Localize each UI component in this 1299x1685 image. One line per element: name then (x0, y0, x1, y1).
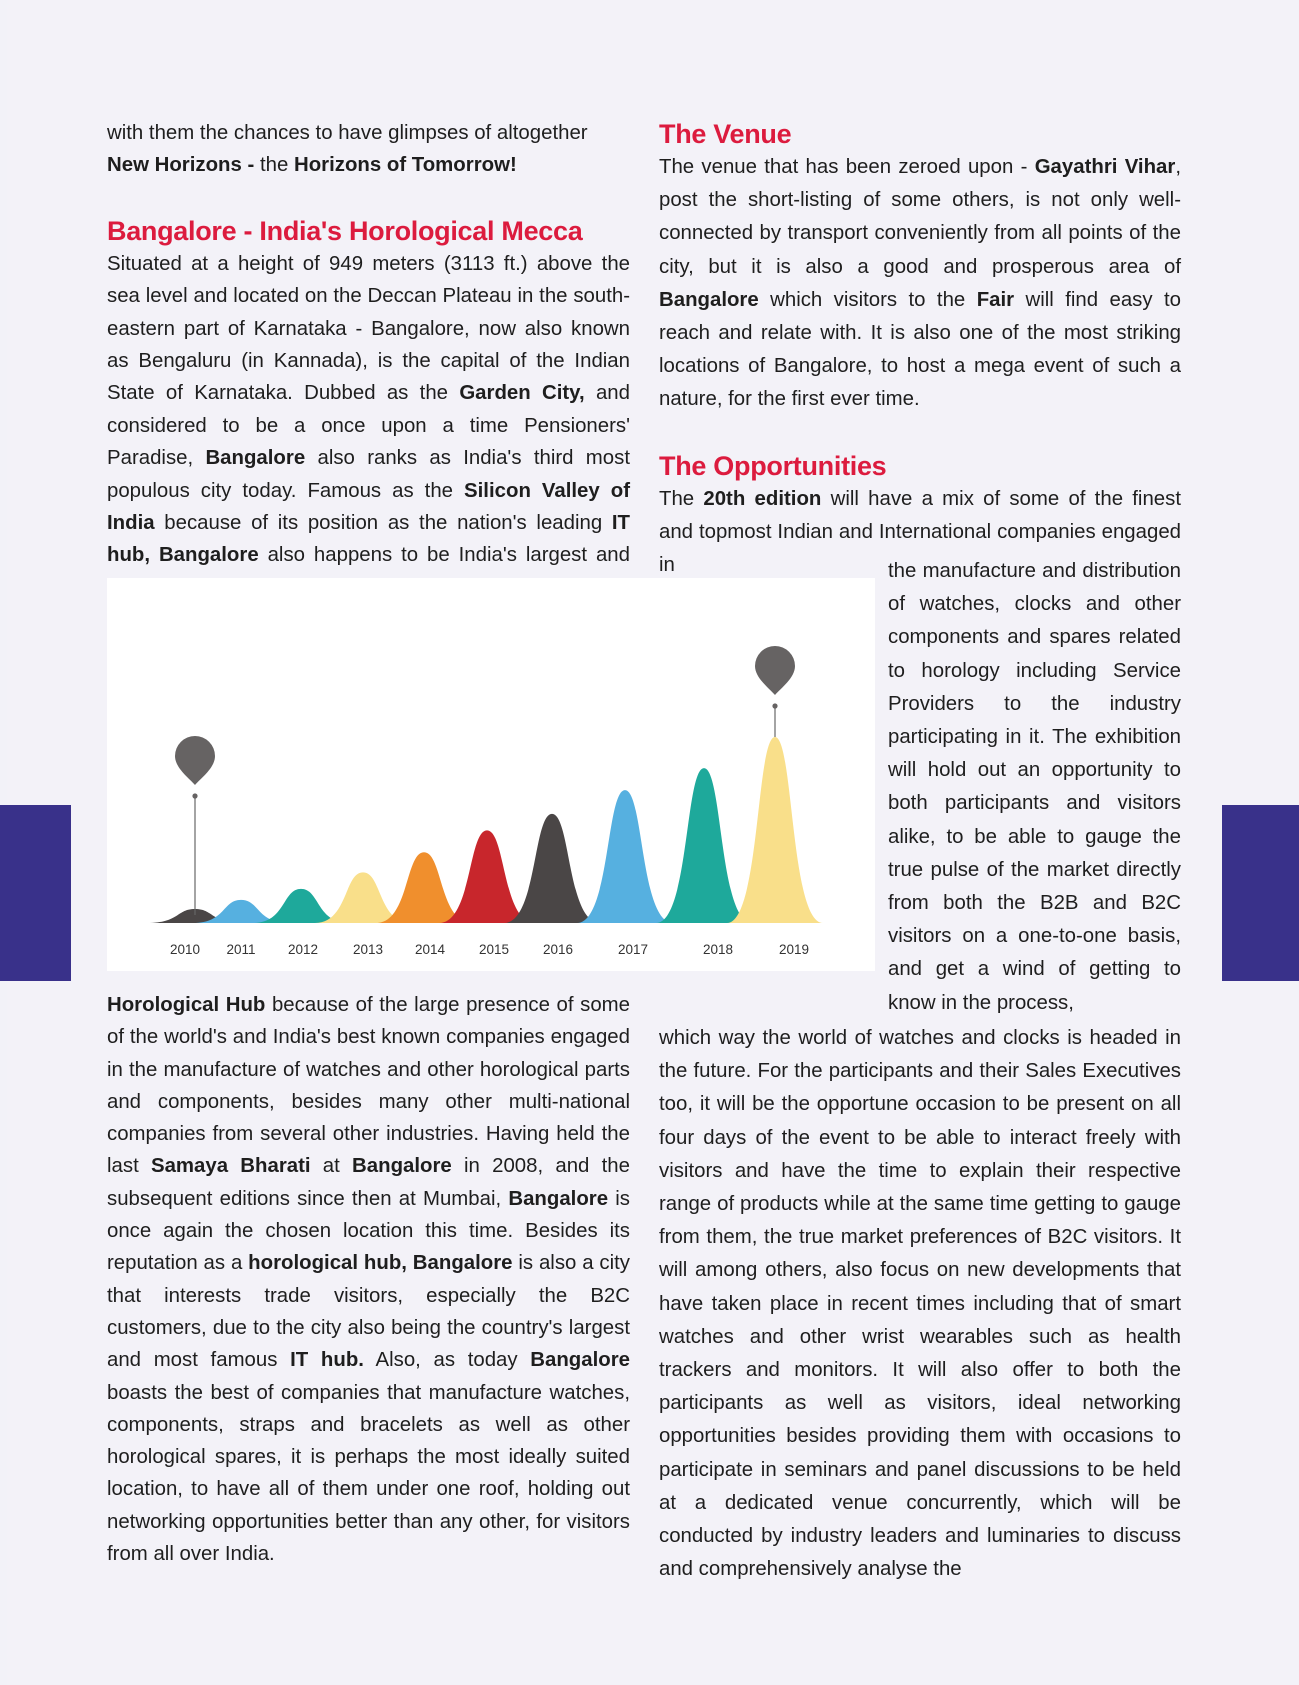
growth-chart (107, 578, 875, 971)
intro-paragraph: with them the chances to have glimpses of altogether New Horizons - the Horizons of Tomorrow! (107, 122, 588, 177)
peak-2017 (577, 790, 673, 923)
tick-label-2018: 2018 (702, 942, 734, 957)
tick-label-2011: 2011 (226, 942, 256, 957)
tick-label-2017: 2017 (617, 942, 649, 957)
left-column-bottom (107, 989, 630, 1570)
opportunities-middle: the manufacture and distribution of watches, clocks and other components and spares related to horology including Service Providers to the industry participating in it. The exhibition will hold out an opportunity to both participants and visitors alike, to be able to gauge the true pulse of the market directly from both the B2B and B2C visitors on a one-to-one basis, and get a wind of getting to know in the process, (888, 560, 1181, 1014)
peak-2019 (727, 737, 823, 923)
venue-paragraph: The venue that has been zeroed upon - Gayathri Vihar, post the short-listing of some others, is not only well-connected by transport conveniently from all points of the city, but it is also a good and prosperous area of Bangalore which visitors to the Fair will find easy to reach and relate with. It is also one of the most striking locations of Bangalore, to host a mega event of such a nature, for the first ever time. (659, 156, 1181, 411)
growth-chart-svg (107, 578, 875, 971)
bangalore-paragraph: Situated at a height of 949 meters (3113 ft.) above the sea level and located on the Deccan Plateau in the south-eastern part of Karnataka - Bangalore, now also known as Bengaluru (in Kannada), is the capital of the Indian State of Karnataka. Dubbed as the Garden City, and considered to be a once upon a time Pensioners' Paradise, Bangalore also ranks as India's third most populous city today. Famous as the Silicon Valley of India because of its position as the nation's leading IT hub, Bangalore also happens to be India's largest and (107, 252, 631, 567)
right-column-top (659, 117, 1181, 582)
opportunities-intro: The 20th edition will have a mix of some of the finest and topmost Indian and International companies engaged in (659, 487, 1182, 577)
peak-2016 (504, 814, 600, 923)
right-column-bottom (659, 1022, 1181, 1586)
left-column-top (107, 117, 630, 604)
tick-label-2019: 2019 (778, 942, 810, 957)
horological-hub-paragraph: Horological Hub because of the large presence of some of the world's and India's best known companies engaged in the manufacture of watches and other horological parts and components, besides many other multi-national companies from several other industries. Having held the last Samaya Bharati at Bangalore in 2008, and the subsequent editions since then at Mumbai, Bangalore is once again the chosen location this time. Besides its reputation as a horological hub, Bangalore is also a city that interests trade visitors, especially the B2C customers, due to the city also being the country's largest and most famous IT hub. Also, as today Bangalore boasts the best of companies that manufacture watches, components, straps and bracelets as well as other horological spares, it is perhaps the most ideally suited location, to have all of them under one roof, holding out networking opportunities better than any other, for visitors from all over India. (107, 994, 631, 1566)
new-horizons-text: New Horizons - (107, 154, 255, 177)
horizons-of-tomorrow-text: Horizons of Tomorrow! (293, 154, 517, 177)
right-side-bar (1222, 805, 1299, 981)
heading-bangalore-mecca: Bangalore - India's Horological Mecca (107, 215, 583, 246)
tick-label-2013: 2013 (352, 942, 384, 957)
tick-label-2014: 2014 (414, 942, 446, 957)
pin-marker-2010 (175, 736, 215, 915)
peak-2015 (439, 830, 535, 923)
heading-opportunities: The Opportunities (659, 450, 887, 481)
peak-2018 (656, 768, 752, 923)
right-column-middle (888, 555, 1181, 1020)
opportunities-bottom: which way the world of watches and clocks is headed in the future. For the participants and their Sales Executives too, it will be the opportune occasion to be present on all four days of the event to be able to interact freely with visitors and have the time to explain their respective range of products while at the same time getting to gauge from them, the true market preferences of B2C visitors. It will among others, also focus on new developments that have taken place in recent times including that of smart watches and other wrist wearables such as health trackers and monitors. It will also offer to both the participants as well as visitors, ideal networking opportunities besides providing them with occasions to participate in seminars and panel discussions to be held at a dedicated venue concurrently, which will be conducted by industry leaders and luminaries to discuss and comprehensively analyse the (659, 1027, 1181, 1581)
heading-venue: The Venue (659, 119, 792, 149)
pin-marker-2019 (755, 646, 795, 737)
tick-label-2012: 2012 (287, 942, 319, 957)
tick-label-2016: 2016 (542, 942, 574, 957)
tick-label-2010: 2010 (169, 942, 201, 957)
tick-label-2015: 2015 (478, 942, 510, 957)
left-side-bar (0, 805, 71, 981)
